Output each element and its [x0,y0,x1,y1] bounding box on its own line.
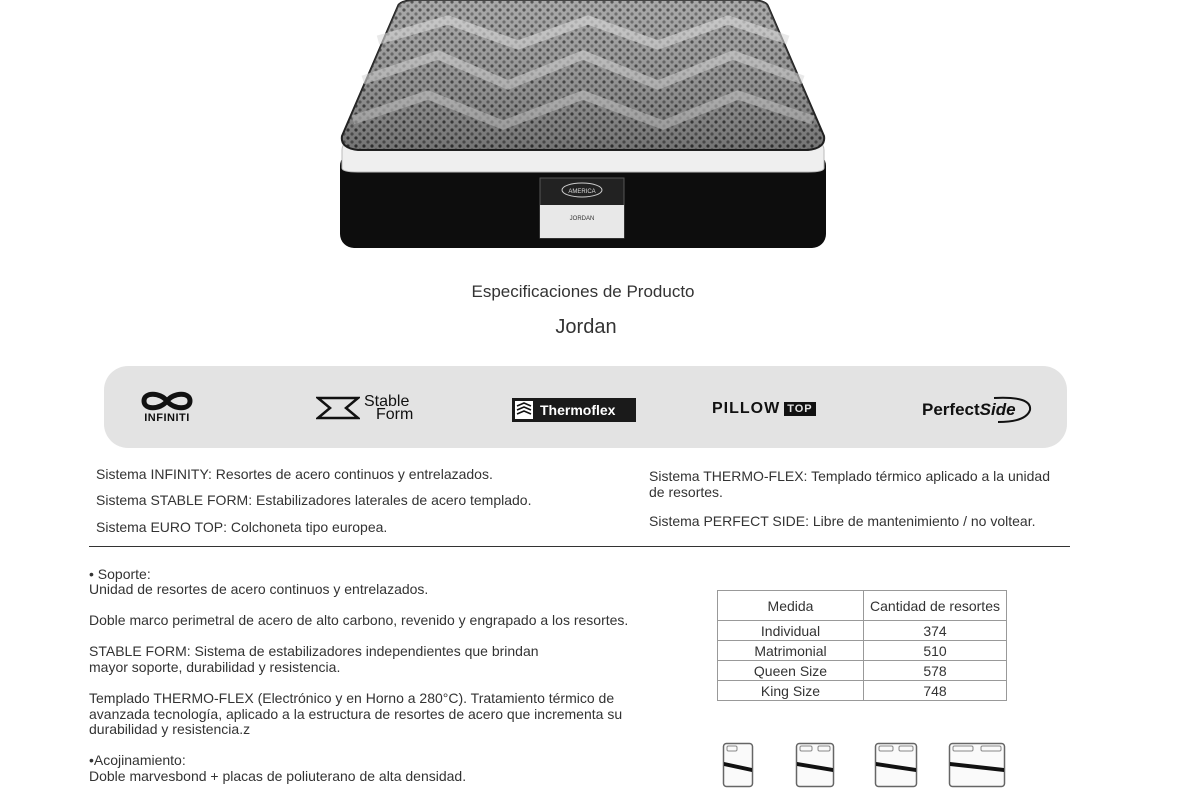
cell-count: 578 [864,661,1007,681]
mattress-image [338,0,828,252]
cell-size: Matrimonial [718,641,864,661]
bed-individual-icon [722,742,754,788]
thermoflex-icon [514,400,534,420]
table-header-row [718,591,1007,621]
cell-size: Individual [718,621,864,641]
marco-text: Doble marco perimetral de acero de alto carbono, revenido y engrapado a los resortes. [89,612,629,628]
soporte-text: Unidad de resortes de acero continuos y entrelazados. [89,581,429,597]
feature-stable-form: Sistema STABLE FORM: Estabilizadores laterales de acero templado. [96,492,532,508]
cell-count: 374 [864,621,1007,641]
mattress-label-model: JORDAN [569,216,595,222]
divider [89,546,1070,547]
header-medida: Medida [718,591,864,621]
stable-form-text-2: Form [376,406,414,423]
thermoflex-logo [512,398,636,422]
infiniti-logo-text: INFINITI [144,412,190,424]
feature-infinity: Sistema INFINITY: Resortes de acero continuos y entrelazados. [96,466,493,482]
bed-matrimonial-icon [795,742,835,788]
table-row [718,621,1007,641]
thermo-detail-2: avanzada tecnología, aplicado a la estructura de resortes de acero que incrementa su [89,706,623,722]
top-logo-badge: TOP [784,402,815,416]
stable-form-logo [316,394,413,422]
thermo-detail-1: Templado THERMO-FLEX (Electrónico y en Horno a 280°C). Tratamiento térmico de [89,690,615,706]
cell-size: Queen Size [718,661,864,681]
acojinamiento-heading: •Acojinamiento: [89,752,186,768]
pillow-logo-text: PILLOW [712,400,781,417]
header-cantidad: Cantidad de resortes [864,591,1007,621]
feature-perfect-side: Sistema PERFECT SIDE: Libre de mantenimiento / no voltear. [649,513,1036,529]
section-heading: Especificaciones de Producto [471,282,695,301]
feature-euro-top: Sistema EURO TOP: Colchoneta tipo europea. [96,519,388,535]
infinity-icon [138,390,196,412]
infiniti-logo [138,390,196,424]
perfect-side-logo [922,396,1016,424]
stable-form-detail-1: STABLE FORM: Sistema de estabilizadores independientes que brindan [89,643,539,659]
feature-logos-bar [104,366,1067,448]
bed-queen-icon [874,742,918,788]
soporte-heading: • Soporte: [89,566,151,582]
thermoflex-logo-text: Thermoflex [540,402,616,418]
cell-size: King Size [718,681,864,701]
table-row [718,641,1007,661]
bed-king-icon [948,742,1006,788]
table-row [718,681,1007,701]
pillow-top-logo [712,400,816,418]
thermo-detail-3: durabilidad y resistencia.z [89,721,251,737]
springs-table [717,590,1007,701]
side-logo-text: Side [979,400,1016,419]
perfect-logo-text: Perfect [922,400,980,419]
stable-form-detail-2: mayor soporte, durabilidad y resistencia. [89,659,341,675]
mattress-label-brand: AMERICA [568,189,596,195]
product-name: Jordan [555,316,617,338]
stable-form-text-1: Stable [364,393,410,410]
cell-count: 510 [864,641,1007,661]
stable-form-icon [316,394,360,422]
table-row [718,661,1007,681]
feature-thermo-flex: Sistema THERMO-FLEX: Templado térmico aplicado a la unidad de resortes. [649,468,1050,500]
swoosh-icon [918,394,1034,424]
cell-count: 748 [864,681,1007,701]
acojinamiento-text: Doble marvesbond + placas de poliuterano de alta densidad. [89,768,467,784]
